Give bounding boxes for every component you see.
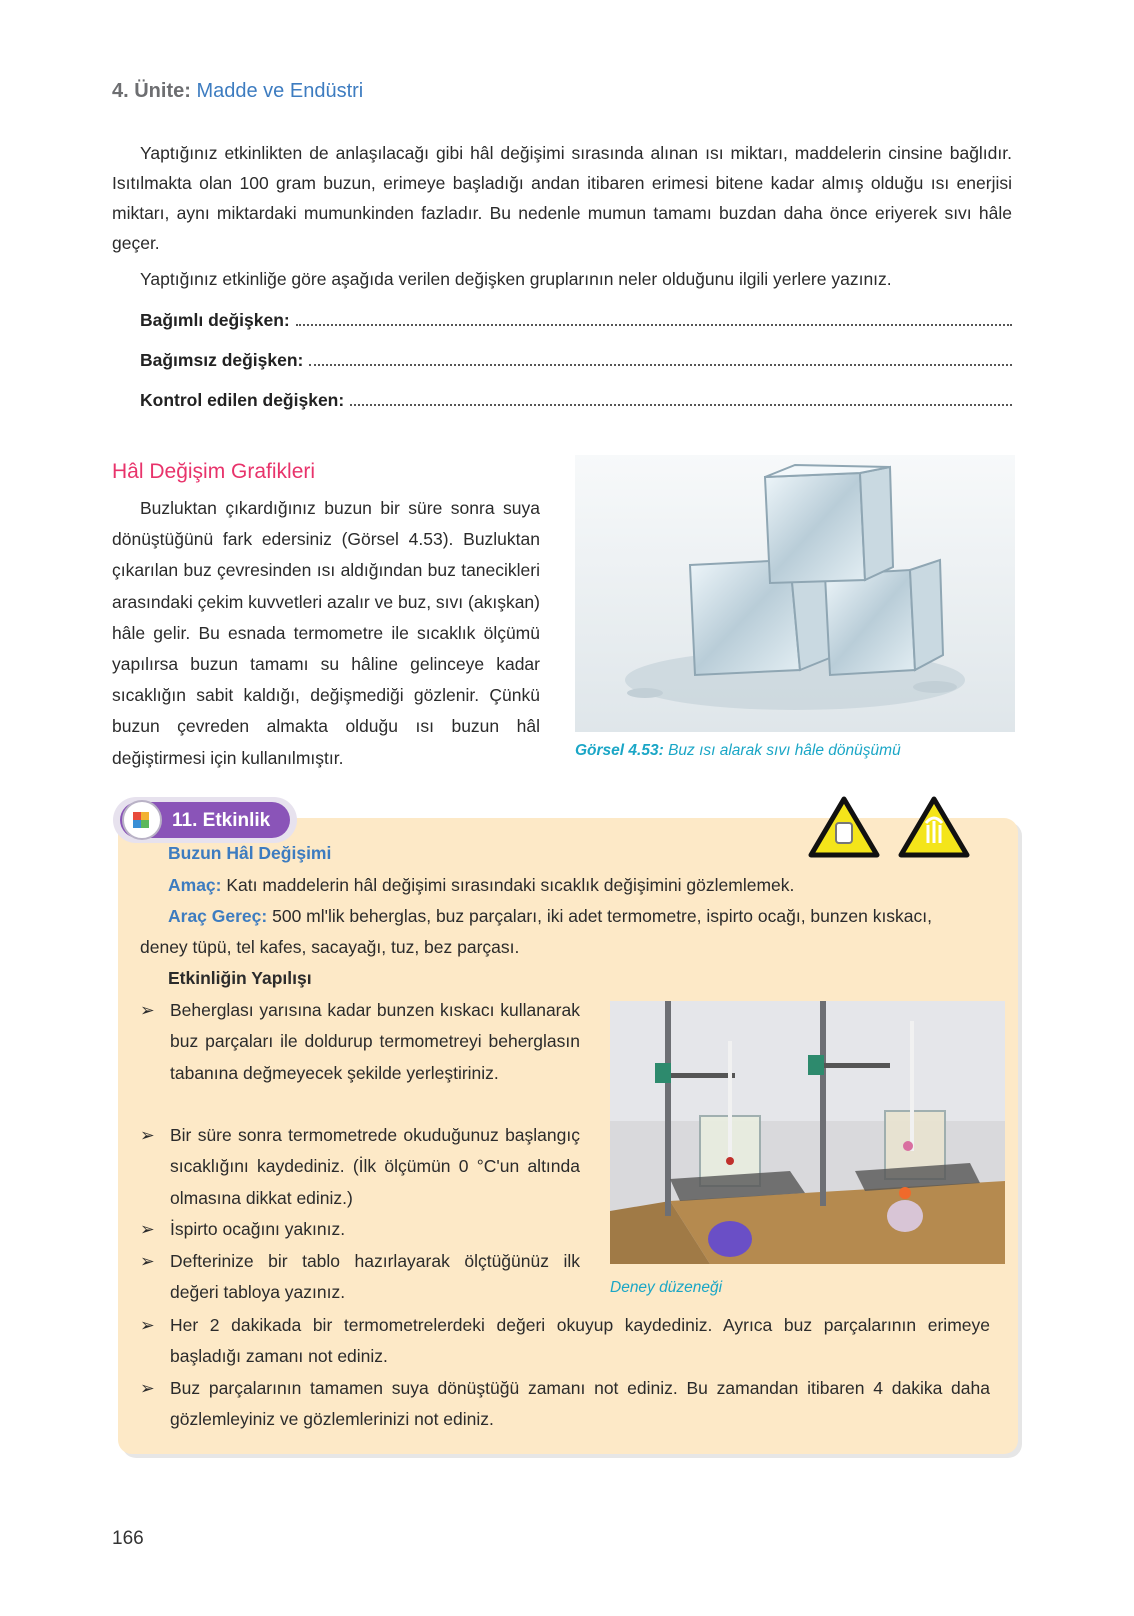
intro-paragraph-1: Yaptığınız etkinlikten de anlaşılacağı gibi hâl değişimi sırasında alınan ısı miktarı, maddelerin cinsine bağlıdır. Isıtılmakta olan 100 gram buzun, erimeye başladığı andan itibaren erimesi bitene kadar almış olduğu ısı enerjisi miktarı, aynı miktardaki mumunkinden fazladır. Bu nedenle mumun tamamı buzdan daha önce eriyerek sıvı hâle geçer. bbox=[112, 143, 1012, 253]
activity-icon bbox=[122, 800, 162, 840]
independent-variable-label: Bağımsız değişken: bbox=[140, 350, 304, 370]
tools-label: Araç Gereç: bbox=[168, 906, 268, 926]
hot-hazard-warning-icon bbox=[808, 795, 880, 859]
activity-badge: 11. Etkinlik bbox=[120, 802, 290, 838]
step-4: ➢ Defterinize bir tablo hazırlayarak ölçtüğünüz ilk değeri tabloya yazınız. bbox=[140, 1251, 580, 1303]
aim-text: Katı maddelerin hâl değişimi sırasındaki sıcaklık değişimini gözlemlemek. bbox=[226, 875, 795, 895]
experiment-setup-photo bbox=[610, 1001, 1005, 1264]
figure-caption-text: Buz ısı alarak sıvı hâle dönüşümü bbox=[668, 742, 901, 759]
dependent-variable-label: Bağımlı değişken: bbox=[140, 310, 290, 330]
unit-title: Madde ve Endüstri bbox=[196, 80, 364, 102]
ice-cubes-image bbox=[575, 455, 1015, 732]
heat-hazard-warning-icon bbox=[898, 795, 970, 859]
controlled-variable-line[interactable] bbox=[140, 390, 1012, 411]
intro-paragraph-2: Yaptığınız etkinliğe göre aşağıda verilen değişken gruplarının neler olduğunu ilgili yerlere yazınız. bbox=[140, 269, 892, 289]
step-1: ➢ Beherglası yarısına kadar bunzen kıskacı kullanarak buz parçaları ile doldurup termometreyi beherglasın tabanına değmeyecek şekilde yerleştiriniz. bbox=[140, 1000, 580, 1083]
activity-aim bbox=[168, 870, 794, 901]
dependent-variable-line[interactable] bbox=[140, 310, 1012, 331]
procedure-title: Etkinliğin Yapılışı bbox=[168, 968, 312, 988]
photo-caption: Deney düzeneği bbox=[610, 1279, 723, 1296]
unit-header bbox=[112, 80, 363, 103]
step-5: ➢ Her 2 dakikada bir termometrelerdeki değeri okuyup kaydediniz. Ayrıca buz parçalarının erimeye başladığı zamanı not ediniz. bbox=[140, 1315, 990, 1367]
activity-tools bbox=[168, 901, 932, 932]
tools-text-line1: 500 ml'lik beherglas, buz parçaları, iki adet termometre, ispirto ocağı, bunzen kıskacı, bbox=[272, 906, 933, 926]
step-2: ➢ Bir süre sonra termometrede okuduğunuz başlangıç sıcaklığını kaydediniz. (İlk ölçümün 0 °C'un altında olmasına dikkat ediniz.) bbox=[140, 1125, 580, 1208]
unit-label: 4. Ünite: bbox=[112, 80, 191, 102]
step-6: ➢ Buz parçalarının tamamen suya dönüştüğü zamanı not ediniz. Bu zamandan itibaren 4 dakika daha gözlemleyiniz ve gözlemlerinizi not ediniz. bbox=[140, 1378, 990, 1430]
activity-title: Buzun Hâl Değişimi bbox=[168, 843, 332, 863]
section-title: Hâl Değişim Grafikleri bbox=[112, 460, 316, 483]
page-number: 166 bbox=[112, 1528, 144, 1549]
aim-label: Amaç: bbox=[168, 875, 222, 895]
tools-text-line2: deney tüpü, tel kafes, sacayağı, tuz, bez parçası. bbox=[140, 937, 520, 957]
controlled-variable-label: Kontrol edilen değişken: bbox=[140, 390, 345, 410]
independent-variable-line[interactable] bbox=[140, 350, 1012, 371]
figure-caption bbox=[575, 742, 901, 760]
section-body: Buzluktan çıkardığınız buzun bir süre sonra suya dönüştüğünü fark edersiniz (Görsel 4.53). Buzluktan çıkarılan buz çevresinden ısı aldığından buz tanecikleri arasındaki çekim kuvvetleri azalır ve buz, sıvı (akışkan) hâle gelir. Bu esnada termometre ile sıcaklık ölçümü yapılırsa buzun tamamı su hâline gelinceye kadar sıcaklığın sabit kaldığı, değişmediği gözlenir. Çünkü buzun çevreden almakta olduğu ısı buzun hâl değiştirmesi için kullanılmıştır. bbox=[112, 498, 540, 768]
figure-label: Görsel 4.53: bbox=[575, 742, 664, 759]
